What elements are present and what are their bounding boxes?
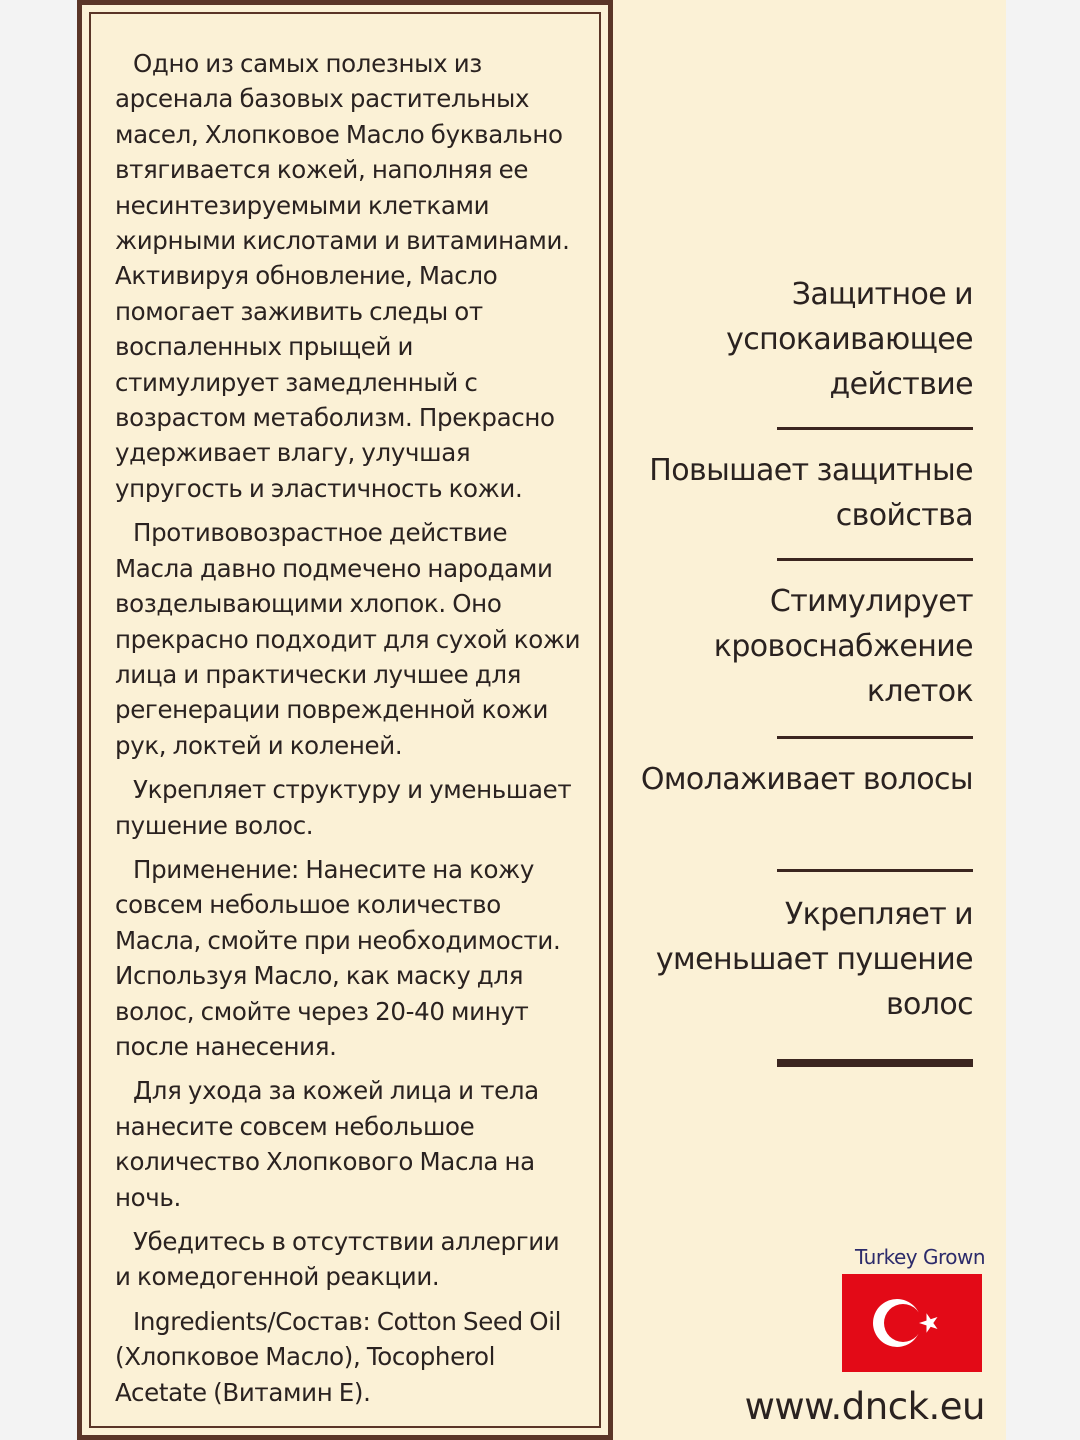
description-text (115, 46, 581, 1410)
description-paragraph: Противовозрастное действие Масла давно подмечено народами возделывающими хлопок. Оно прекрасно подходит для сухой кожи лица и практически лучшее для регенерации поврежденной кожи рук, локтей и коленей. (115, 518, 581, 760)
feature-item: Укрепляет и уменьшает пушение волос (655, 897, 973, 1022)
description-paragraph: Укрепляет структуру и уменьшает пушение волос. (115, 775, 572, 840)
features-list (640, 272, 973, 1067)
feature-item: Повышает защитные свойства (649, 453, 973, 533)
description-paragraph: Применение: Нанесите на кожу совсем небольшое количество Масла, смойте при необходимости. Используя Масло, как маску для волос, смойте через 20-40 минут после нанесения. (115, 854, 561, 1061)
description-frame-inner (82, 5, 608, 1435)
origin-label: Turkey Grown (855, 1245, 985, 1269)
turkey-flag-icon (842, 1274, 982, 1372)
description-paragraph: Убедитесь в отсутствии аллергии и комедогенной реакции. (115, 1227, 560, 1292)
description-box (89, 12, 601, 1428)
feature-item: Стимулирует кровоснабжение клеток (713, 584, 973, 709)
feature-item: Защитное и успокаивающее действие (726, 277, 973, 402)
description-paragraph: Для ухода за кожей лица и тела нанесите совсем небольшое количество Хлопкового Масла на ночь. (115, 1076, 539, 1212)
description-paragraph: Одно из самых полезных из арсенала базовых растительных масел, Хлопковое Масло буквально втягивается кожей, наполняя ее несинтезируемыми клетками жирными кислотами и витаминами. Активируя обновление, Масло помогает заживить следы от воспаленных прыщей и стимулирует замедленный с возрастом метаболизм. Прекрасно удерживает влагу, улучшая упругость и эластичность кожи. (115, 49, 570, 503)
description-frame (77, 0, 613, 1440)
website-link[interactable]: www.dnck.eu (744, 1385, 985, 1428)
ingredients-paragraph: Ingredients/Состав: Cotton Seed Oil (Хлопковое Масло), Tocopherol Acetate (Витамин Е). (115, 1306, 562, 1407)
feature-item: Омолаживает волосы (640, 762, 973, 797)
feature-divider-bottom (777, 1059, 973, 1067)
